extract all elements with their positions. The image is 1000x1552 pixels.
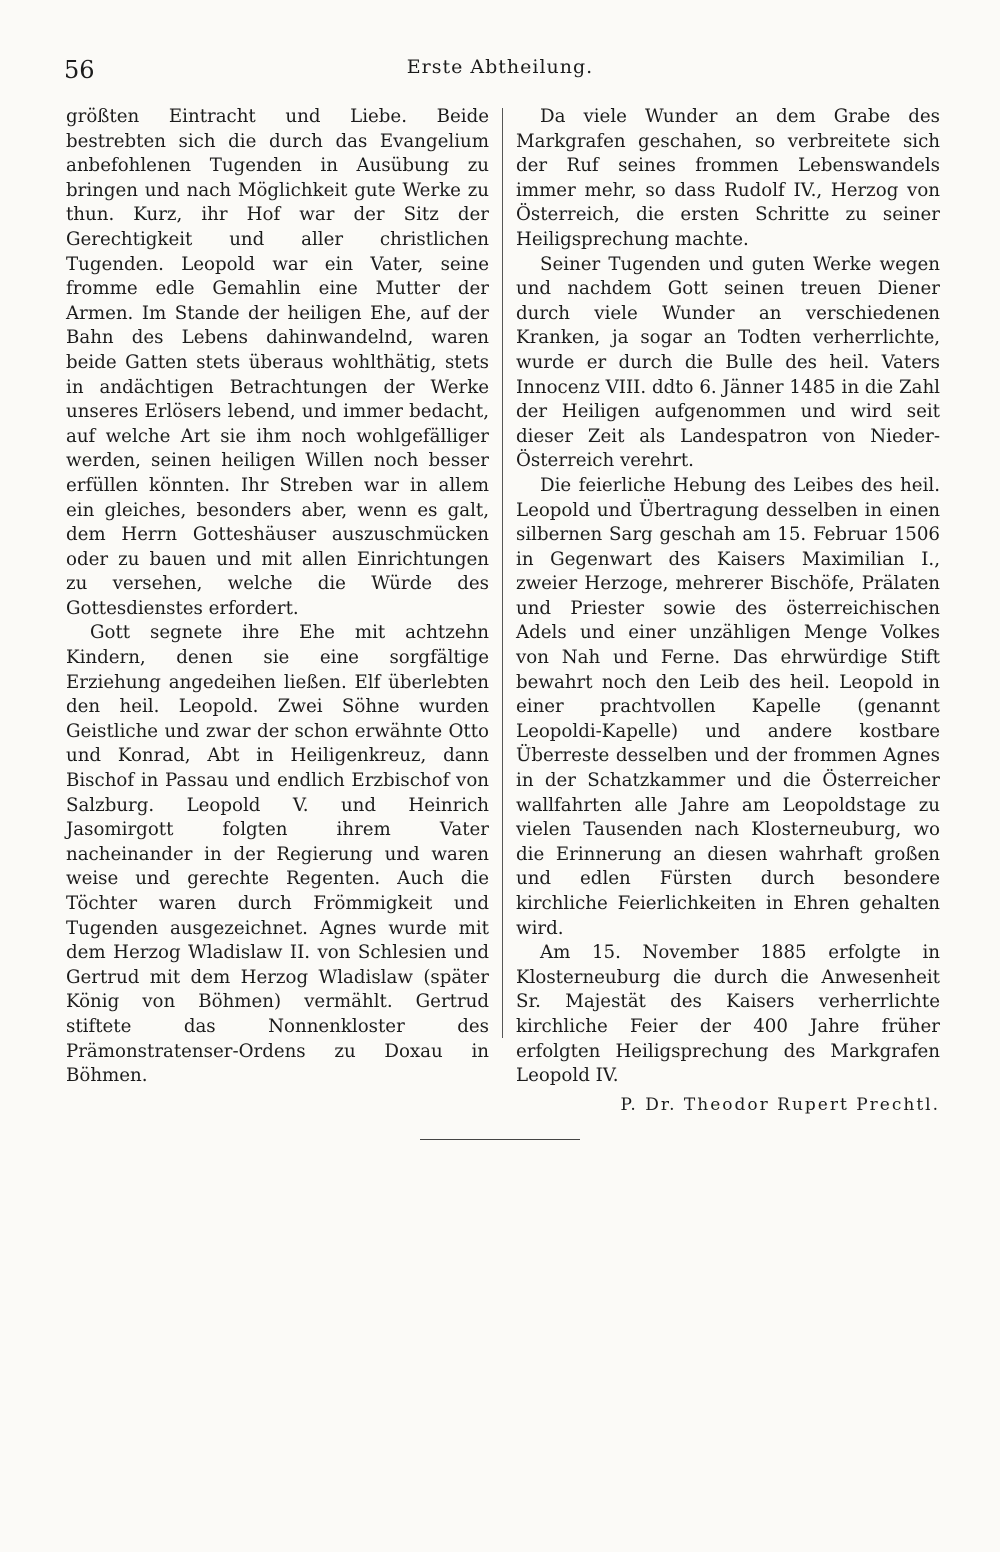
page-number: 56 — [64, 56, 95, 84]
right-column — [516, 105, 940, 1117]
paragraph: Die feierliche Hebung des Leibes des heil. Leopold und Übertragung desselben in einen silbernen Sarg geschah am 15. Februar 1506 in Gegenwart des Kaisers Maximilian I., zweier Herzoge, mehrerer Bischöfe, Prälaten und Priester sowie des österreichischen Adels und einer unzähligen Menge Volkes von Nah und Ferne. Das ehrwürdige Stift bewahrt noch den Leib des heil. Leopold in einer prachtvollen Kapelle (genannt Leopoldi-Kapelle) und andere kostbare Überreste desselben und der frommen Agnes in der Schatzkammer und die Österreicher wallfahrten alle Jahre am Leopoldstage zu vielen Tausenden nach Klosterneuburg, wo die Erinnerung an diesen wahrhaft großen und edlen Fürsten durch besondere kirchliche Feierlichkeiten in Ehren gehalten wird. — [516, 474, 940, 939]
running-head: Erste Abtheilung. — [406, 56, 594, 78]
column-divider — [502, 108, 503, 1038]
end-rule — [420, 1139, 580, 1140]
paragraph: größten Eintracht und Liebe. Beide bestrebten sich die durch das Evangelium anbefohlenen Tugenden in Ausübung zu bringen und nach Möglichkeit gute Werke zu thun. Kurz, ihr Hof war der Sitz der Gerechtigkeit und aller christlichen Tugenden. Leopold war ein Vater, seine fromme edle Gemahlin eine Mutter der Armen. Im Stande der heiligen Ehe, auf der Bahn des Lebens dahinwandelnd, waren beide Gatten stets überaus wohlthätig, stets in andächtigen Betrachtungen der Werke unseres Erlösers lebend, und immer bedacht, auf welche Art sie ihm noch wohlgefälliger werden, seinen heiligen Willen noch besser erfüllen könnten. Ihr Streben war in allem ein gleiches, besonders aber, wenn es galt, dem Herrn Gotteshäuser auszuschmücken oder zu bauen und mit allen Einrichtungen zu versehen, welche die Würde des Gottesdienstes erfordert. — [66, 106, 489, 619]
author-signature: P. Dr. Theodor Rupert Prechtl. — [620, 1094, 940, 1115]
paragraph: Seiner Tugenden und guten Werke wegen und nachdem Gott seinen treuen Diener durch viele Wunder an verschiedenen Kranken, ja sogar an Todten verherrlichte, wurde er durch die Bulle des heil. Vaters Innocenz VIII. ddto 6. Jänner 1485 in die Zahl der Heiligen aufgenommen und wird seit dieser Zeit als Landespatron von Nieder-Österreich verehrt. — [516, 253, 940, 472]
paragraph: Da viele Wunder an dem Grabe des Markgrafen geschahen, so verbreitete sich der Ruf seines frommen Lebenswandels immer mehr, so dass Rudolf IV., Herzog von Österreich, die ersten Schritte zu seiner Heiligsprechung machte. — [516, 106, 940, 250]
paragraph: Am 15. November 1885 erfolgte in Klosterneuburg die durch die Anwesenheit Sr. Majestät des Kaisers verherrlichte kirchliche Feier der 400 Jahre früher erfolgten Heiligsprechung des Markgrafen Leopold IV. — [516, 942, 940, 1087]
left-column — [66, 105, 489, 1089]
paragraph: Gott segnete ihre Ehe mit achtzehn Kindern, denen sie eine sorgfältige Erziehung angedeihen ließen. Elf überlebten den heil. Leopold. Zwei Söhne wurden Geistliche und zwar der schon erwähnte Otto und Konrad, Abt in Heiligenkreuz, dann Bischof in Passau und endlich Erzbischof von Salzburg. Leopold V. und Heinrich Jasomirgott folgten ihrem Vater nacheinander in der Regierung und waren weise und gerechte Regenten. Auch die Töchter waren durch Frömmigkeit und Tugenden ausgezeichnet. Agnes wurde mit dem Herzog Wladislaw II. von Schlesien und Gertrud mit dem Herzog Wladislaw (später König von Böhmen) vermählt. Gertrud stiftete das Nonnenkloster des Prämonstratenser-Ordens zu Doxau in Böhmen. — [66, 622, 489, 1087]
